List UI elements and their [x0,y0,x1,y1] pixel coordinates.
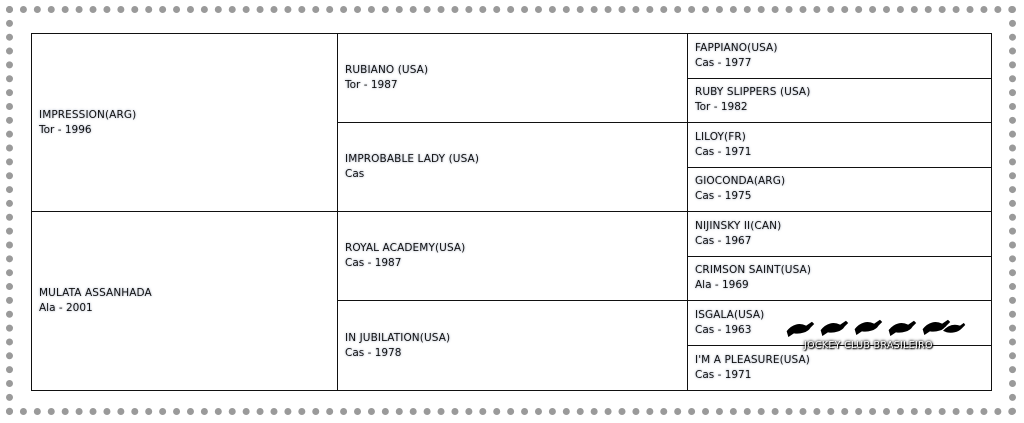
pedigree-cell-gen3 [688,79,991,124]
horse-info: Cas - 1975 [695,190,752,203]
horse-name: ISGALA(USA) [695,308,765,321]
horse-name: IMPRESSION(ARG) [39,108,137,121]
pedigree-cell-gen3 [688,34,991,79]
horse-name: IN JUBILATION(USA) [345,331,451,344]
horse-name: ROYAL ACADEMY(USA) [345,242,466,254]
horse-name: FAPPIANO(USA) [695,41,778,54]
pedigree-cell-sire [32,34,338,212]
horse-info: Ala - 2001 [39,302,93,314]
pedigree-cell-dam-sire [338,212,688,301]
pedigree-cell-gen3 [688,123,991,168]
racing-horses-icon [782,313,968,341]
pedigree-cell-gen3 [688,212,991,257]
horse-info: Cas - 1963 [695,323,752,336]
horse-name: I'M A PLEASURE(USA) [695,353,811,366]
pedigree-cell-gen3 [688,257,991,302]
horse-name: IMPROBABLE LADY (USA) [345,153,480,165]
horse-info: Cas - 1971 [695,145,752,158]
horse-info: Tor - 1987 [345,79,398,91]
watermark-text: JOCKEY CLUB BRASILEIRO [804,340,933,351]
horse-name: NIJINSKY II(CAN) [695,219,782,232]
pedigree-cell-dam-dam [338,301,688,390]
pedigree-cell-sire-dam [338,123,688,212]
pedigree-cell-sire-sire [338,34,688,123]
horse-name: GIOCONDA(ARG) [695,175,786,188]
horse-info: Cas - 1978 [345,346,402,359]
horse-info: Cas - 1967 [695,234,752,247]
horse-info: Cas - 1987 [345,257,402,269]
horse-info: Tor - 1996 [39,123,92,136]
horse-info: Tor - 1982 [695,101,748,114]
horse-name: LILOY(FR) [695,130,746,143]
horse-name: CRIMSON SAINT(USA) [695,264,812,277]
horse-name: RUBY SLIPPERS (USA) [695,86,811,99]
horse-info: Ala - 1969 [695,279,749,292]
horse-name: MULATA ASSANHADA [39,287,152,299]
jockey-club-watermark [782,313,968,353]
pedigree-cell-dam [32,212,338,390]
pedigree-cell-gen3 [688,168,991,213]
horse-info: Cas - 1971 [695,368,752,381]
horse-info: Cas [345,168,365,180]
horse-info: Cas - 1977 [695,56,752,69]
horse-name: RUBIANO (USA) [345,64,429,76]
